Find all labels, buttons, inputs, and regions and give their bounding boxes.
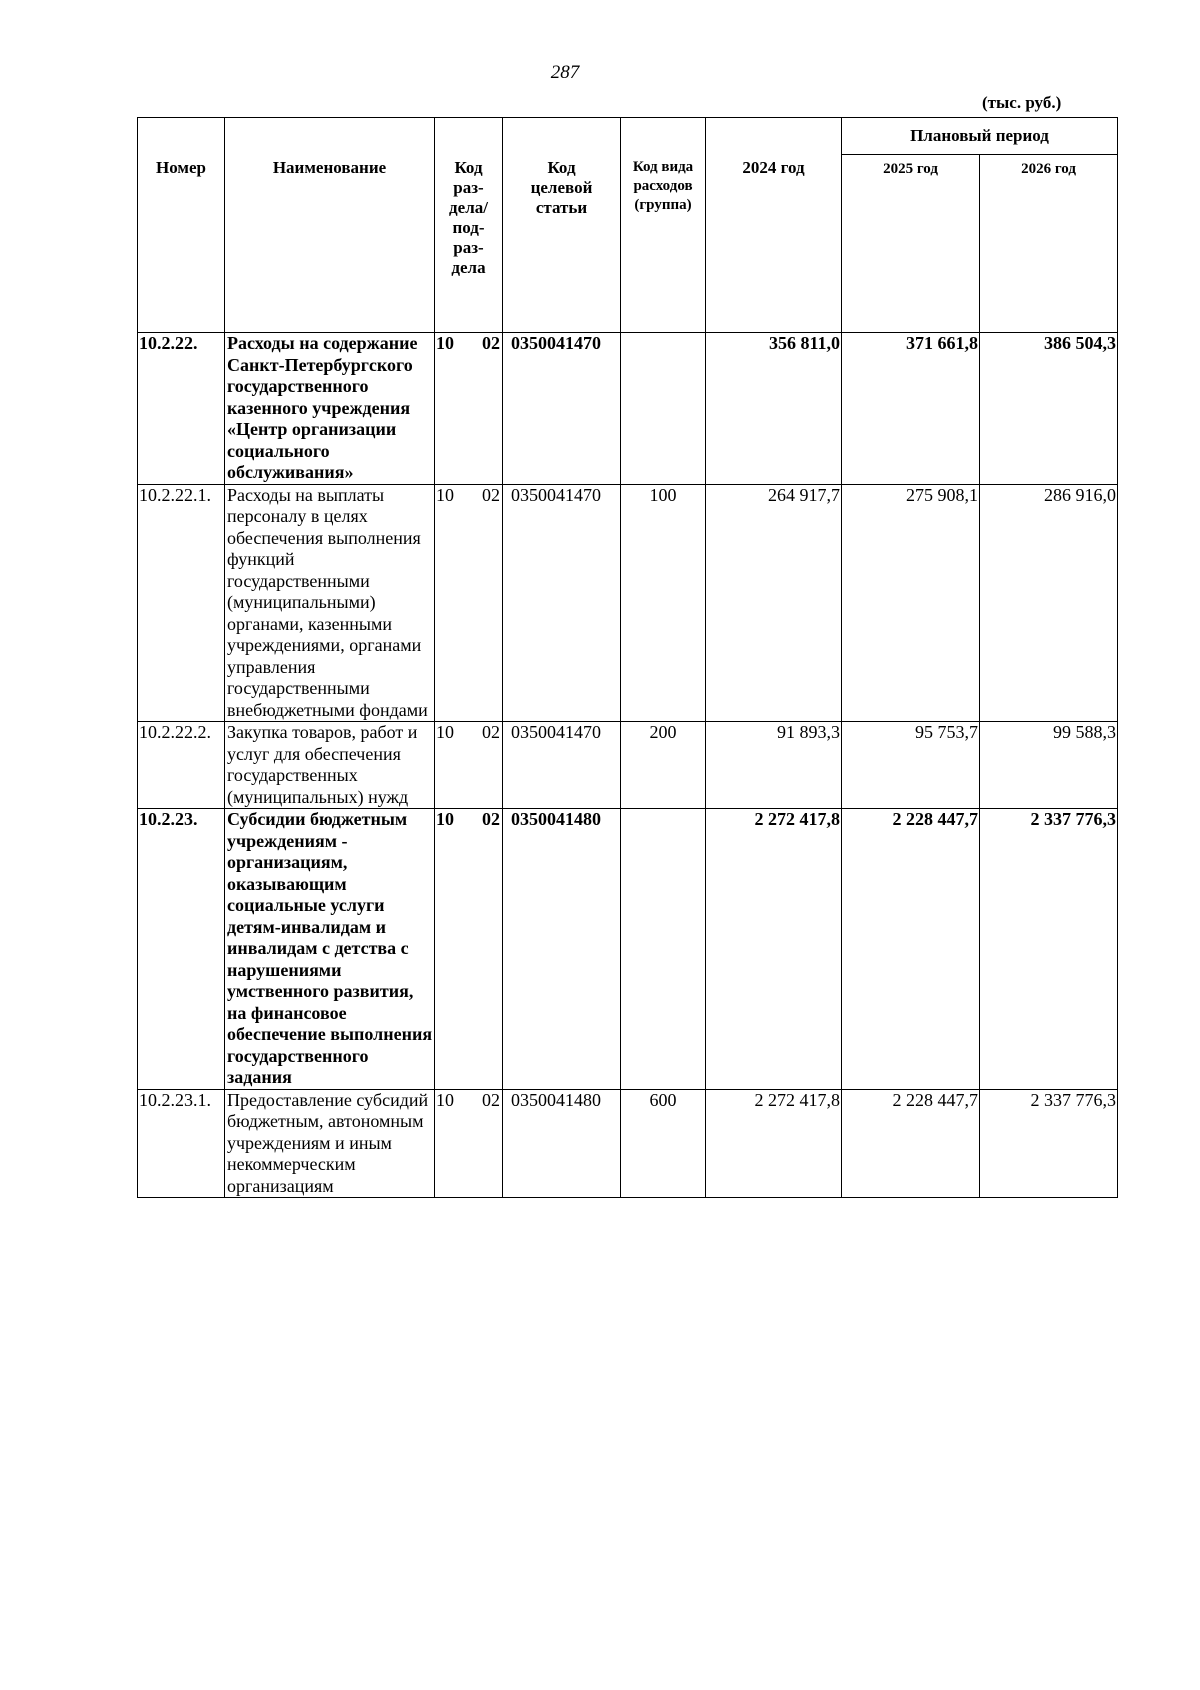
- row-section-code: [435, 333, 503, 485]
- row-name: Расходы на содержание Санкт-Петербургского государственного казенного учреждения «Центр организации социального обслуживания»: [225, 333, 435, 485]
- row-section: 10: [436, 484, 454, 505]
- table-row: [138, 722, 1118, 809]
- row-2026: 386 504,3: [980, 333, 1118, 485]
- row-2026: 2 337 776,3: [980, 809, 1118, 1090]
- row-2024: 264 917,7: [706, 484, 842, 722]
- row-name: Предоставление субсидий бюджетным, автономным учреждениям и иным некоммерческим организациям: [225, 1089, 435, 1198]
- row-number: 10.2.22.1.: [138, 484, 225, 722]
- header-section-code-line: раз-: [453, 178, 484, 197]
- row-subsection: 02: [482, 809, 500, 829]
- header-target-code-line: целевой: [530, 178, 593, 197]
- row-target-code: 0350041470: [503, 333, 621, 485]
- row-section-code: [435, 722, 503, 809]
- table-header: [138, 118, 1118, 333]
- row-2025: 2 228 447,7: [842, 809, 980, 1090]
- header-target-code-line: Код: [547, 158, 576, 177]
- header-section-code-line: под-: [452, 218, 485, 237]
- header-expense-type-line: (группа): [634, 197, 692, 213]
- header-target-code-line: статьи: [535, 198, 588, 217]
- row-section: 10: [436, 1089, 454, 1110]
- header-section-code-line: Код: [454, 158, 483, 177]
- row-number: 10.2.23.: [138, 809, 225, 1090]
- row-section: 10: [436, 333, 454, 353]
- row-expense-type: [621, 333, 706, 485]
- row-2026: 2 337 776,3: [980, 1089, 1118, 1198]
- header-section-code: [435, 118, 503, 333]
- row-2024: 2 272 417,8: [706, 809, 842, 1090]
- row-2025: 95 753,7: [842, 722, 980, 809]
- units-label: (тыс. руб.): [982, 93, 1062, 112]
- row-name: Субсидии бюджетным учреждениям - организациям, оказывающим социальные услуги детям-инвалидам и инвалидам с детства с нарушениями умственного развития, на финансовое обеспечение выполнения государственного задания: [225, 809, 435, 1090]
- header-row-1: [138, 118, 1118, 155]
- header-section-code-line: раз-: [453, 238, 484, 257]
- page-number: 287: [550, 62, 580, 83]
- table-row: [138, 809, 1118, 1090]
- row-target-code: 0350041480: [503, 1089, 621, 1198]
- table-row: [138, 484, 1118, 722]
- budget-table: [137, 117, 1118, 1198]
- row-section: 10: [436, 809, 454, 829]
- row-2024: 91 893,3: [706, 722, 842, 809]
- row-number: 10.2.22.2.: [138, 722, 225, 809]
- row-target-code: 0350041470: [503, 722, 621, 809]
- row-number: 10.2.22.: [138, 333, 225, 485]
- row-subsection: 02: [482, 722, 500, 742]
- table-body: [138, 333, 1118, 1198]
- header-expense-type: [621, 118, 706, 333]
- row-2026: 99 588,3: [980, 722, 1118, 809]
- row-target-code: 0350041470: [503, 484, 621, 722]
- header-number: Номер: [138, 118, 225, 333]
- header-section-code-line: дела/: [449, 198, 488, 217]
- row-2025: 275 908,1: [842, 484, 980, 722]
- row-section-code: [435, 1089, 503, 1198]
- header-expense-type-line: Код вида: [632, 159, 694, 175]
- row-subsection: 02: [482, 333, 500, 353]
- header-target-code: [503, 118, 621, 333]
- row-2025: 371 661,8: [842, 333, 980, 485]
- row-2026: 286 916,0: [980, 484, 1118, 722]
- row-2025: 2 228 447,7: [842, 1089, 980, 1198]
- row-section-code: [435, 809, 503, 1090]
- table-row: [138, 333, 1118, 485]
- row-name: Закупка товаров, работ и услуг для обеспечения государственных (муниципальных) нужд: [225, 722, 435, 809]
- row-expense-type: 600: [621, 1089, 706, 1198]
- header-year-2026: 2026 год: [980, 155, 1118, 333]
- row-expense-type: [621, 809, 706, 1090]
- header-year-2025: 2025 год: [842, 155, 980, 333]
- row-subsection: 02: [482, 1089, 500, 1110]
- row-2024: 2 272 417,8: [706, 1089, 842, 1198]
- row-subsection: 02: [482, 484, 500, 505]
- header-planned-period: Плановый период: [842, 118, 1118, 155]
- row-section: 10: [436, 722, 454, 742]
- row-section-code: [435, 484, 503, 722]
- header-name: Наименование: [225, 118, 435, 333]
- header-section-code-line: дела: [451, 258, 486, 277]
- header-expense-type-line: расходов: [633, 178, 693, 194]
- table-row: [138, 1089, 1118, 1198]
- row-number: 10.2.23.1.: [138, 1089, 225, 1198]
- row-2024: 356 811,0: [706, 333, 842, 485]
- header-year-2024: 2024 год: [706, 118, 842, 333]
- row-target-code: 0350041480: [503, 809, 621, 1090]
- row-name: Расходы на выплаты персоналу в целях обеспечения выполнения функций государственными (муниципальными) органами, казенными учреждениями, органами управления государственными внебюджетными фондами: [225, 484, 435, 722]
- row-expense-type: 100: [621, 484, 706, 722]
- row-expense-type: 200: [621, 722, 706, 809]
